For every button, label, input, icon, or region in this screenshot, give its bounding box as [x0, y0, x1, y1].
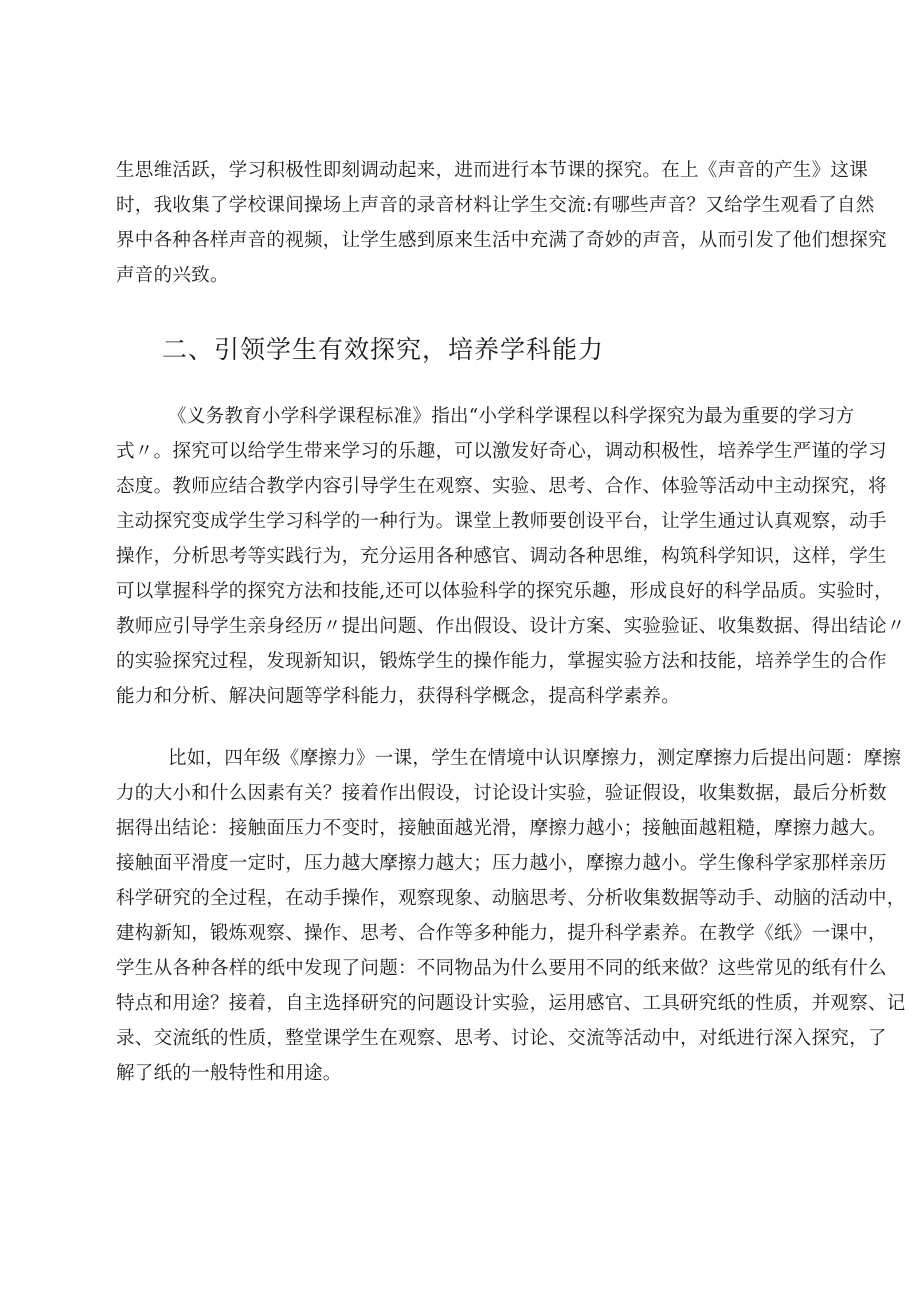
text-line: 学生从各种各样的纸中发现了问题：不同物品为什么要用不同的纸来做？这些常见的纸有什么 — [116, 958, 887, 979]
text-line: 生思维活跃，学习积极性即刻调动起来，进而进行本节课的探究。在上《声音的产生》这课 — [116, 160, 869, 181]
text-line: 科学研究的全过程，在动手操作，观察现象、动脑思考、分析收集数据等动手、动脑的活动中， — [116, 888, 906, 909]
paragraph-examples — [116, 741, 906, 1091]
text-line: 解了纸的一般特性和用途。 — [116, 1063, 342, 1084]
text-line: 界中各种各样声音的视频，让学生感到原来生活中充满了奇妙的声音，从而引发了他们想探究 — [116, 230, 887, 251]
text-line: 的实验探究过程，发现新知识，锻炼学生的操作能力，掌握实验方法和技能，培养学生的合作 — [116, 651, 887, 672]
text-line: 时，我收集了学校课间操场上声音的录音材料让学生交流:有哪些声音？又给学生观看了自然 — [116, 195, 875, 216]
text-line: 建构新知，锻炼观察、操作、思考、合作等多种能力，提升科学素养。在教学《纸》一课中， — [116, 923, 887, 944]
text-line: 特点和用途？接着，自主选择研究的问题设计实验，运用感官、工具研究纸的性质，并观察、记 — [116, 993, 906, 1014]
text-line: 据得出结论：接触面压力不变时，接触面越光滑，摩擦力越小；接触面越粗糙，摩擦力越大。 — [116, 818, 887, 839]
text-line: 式〃。探究可以给学生带来学习的乐趣，可以激发好奇心，调动积极性，培养学生严谨的学习 — [116, 441, 887, 462]
text-line: 操作，分析思考等实践行为，充分运用各种感官、调动各种思维，构筑科学知识，这样，学生 — [116, 546, 887, 567]
text-line: 态度。教师应结合教学内容引导学生在观察、实验、思考、合作、体验等活动中主动探究，将 — [116, 476, 887, 497]
text-line: 教师应引导学生亲身经历〃提出问题、作出假设、设计方案、实验验证、收集数据、得出结论〃 — [116, 616, 906, 637]
text-line: 能力和分析、解决问题等学科能力，获得科学概念，提高科学素养。 — [116, 686, 681, 707]
text-line: 《义务教育小学科学课程标准》指出“小学科学课程以科学探究为最为重要的学习方 — [168, 406, 855, 427]
text-line: 比如，四年级《摩擦力》一课，学生在情境中认识摩擦力，测定摩擦力后提出问题：摩擦 — [168, 748, 902, 769]
text-line: 主动探究变成学生学习科学的一种行为。课堂上教师要创设平台，让学生通过认真观察，动手 — [116, 511, 887, 532]
text-line: 力的大小和什么因素有关？接着作出假设，讨论设计实验，验证假设，收集数据，最后分析数 — [116, 783, 887, 804]
section-heading: 二、引领学生有效探究，培养学科能力 — [162, 335, 605, 364]
text-line: 录、交流纸的性质，整堂课学生在观察、思考、讨论、交流等活动中，对纸进行深入探究，了 — [116, 1028, 887, 1049]
text-line: 可以掌握科学的探究方法和技能,还可以体验科学的探究乐趣，形成良好的科学品质。实验时， — [116, 581, 893, 602]
paragraph-curriculum-standard — [116, 399, 906, 714]
paragraph-intro — [116, 153, 887, 293]
text-line: 声音的兴致。 — [116, 265, 229, 286]
text-line: 接触面平滑度一定时，压力越大摩擦力越大；压力越小，摩擦力越小。学生像科学家那样亲历 — [116, 853, 887, 874]
